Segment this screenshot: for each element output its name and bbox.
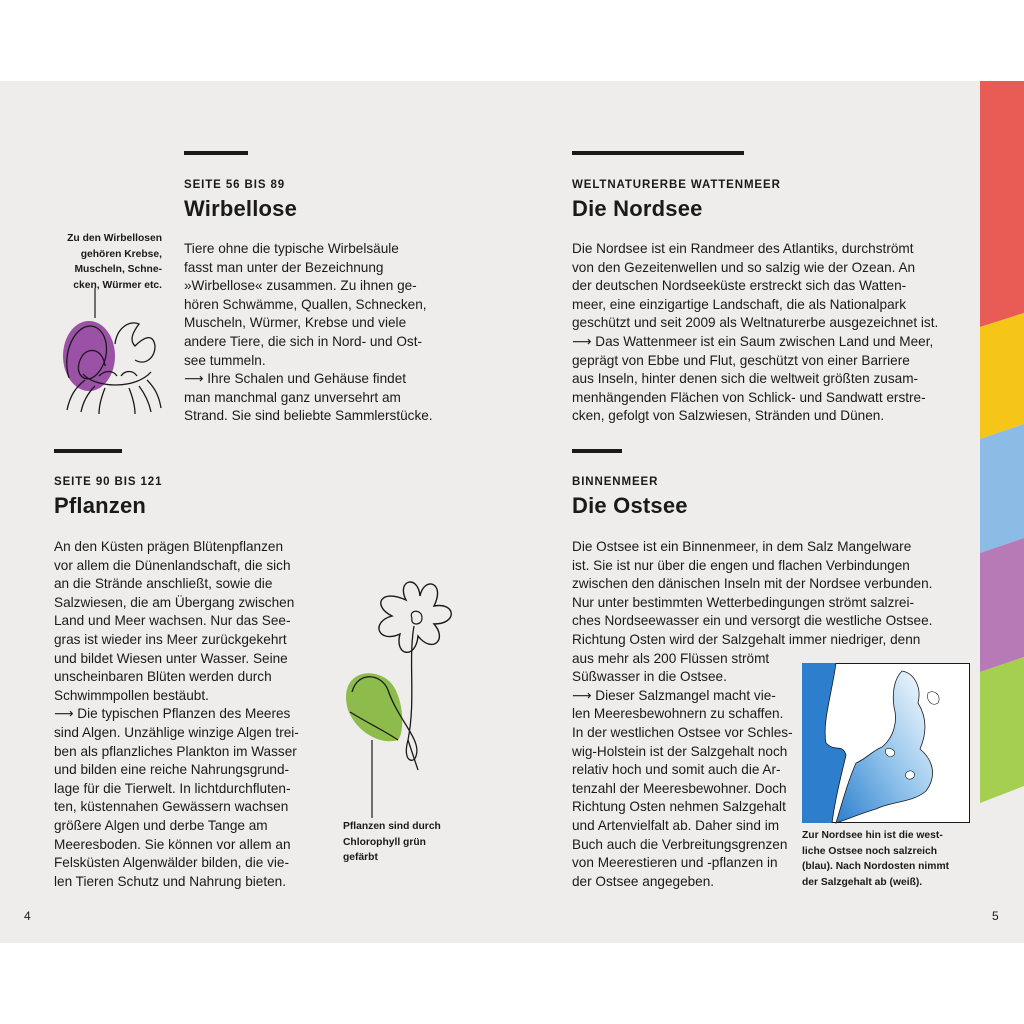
body-line: tenzahl der Meeresbewohner. Doch bbox=[572, 780, 787, 796]
section-rule-pflanzen bbox=[54, 449, 122, 453]
caption-line: der Salzgehalt ab (weiß). bbox=[802, 876, 923, 888]
body-line: wig-Holstein ist der Salzgehalt noch bbox=[572, 743, 788, 759]
title-pflanzen: Pflanzen bbox=[54, 493, 147, 518]
body-line: an die Strände anschließt, sowie die bbox=[54, 576, 273, 592]
body-line: Meeresboden. Sie können vor allem an bbox=[54, 836, 291, 852]
chapter-color-tabs bbox=[980, 81, 1024, 803]
kicker-ostsee: BINNENMEER bbox=[572, 476, 659, 488]
body-line: Strand. Sie sind beliebte Sammlerstücke. bbox=[184, 408, 433, 424]
body-line: Süßwasser in die Ostsee. bbox=[572, 669, 727, 685]
body-line: Muscheln, Würmer, Krebse und viele bbox=[184, 315, 407, 331]
caption-line: gehören Krebse, bbox=[80, 248, 162, 260]
tab-red bbox=[980, 81, 1024, 327]
body-line: ben als pflanzliches Plankton im Wasser bbox=[54, 743, 297, 759]
body-line: ⟶ Das Wattenmeer ist ein Saum zwischen Land und Meer, bbox=[572, 333, 934, 349]
kicker-wirbellose: SEITE 56 BIS 89 bbox=[184, 179, 286, 191]
body-line: Land und Meer wachsen. Nur das See- bbox=[54, 613, 291, 629]
tab-green bbox=[980, 657, 1024, 803]
body-line: zwischen den dänischen Inseln mit der Nordsee verbunden. bbox=[572, 576, 933, 592]
body-line: und bilden eine reiche Nahrungsgrund- bbox=[54, 762, 290, 778]
tab-purple bbox=[980, 538, 1024, 672]
body-line: von den Gezeitenwellen und so salzig wie der Ozean. An bbox=[572, 259, 916, 275]
caption-line: Zu den Wirbellosen bbox=[67, 233, 162, 244]
section-rule-ostsee bbox=[572, 449, 622, 453]
body-line: cken, gefolgt von Salzwiesen, Stränden und Dünen. bbox=[572, 408, 885, 424]
body-line: Felsküsten Algenwälder bilden, die vie- bbox=[54, 855, 290, 871]
body-line: und bildet Wiesen unter Wasser. Seine bbox=[54, 650, 288, 666]
flower-icon bbox=[338, 580, 458, 820]
body-line: der deutschen Nordseeküste erstreckt sich das Watten- bbox=[572, 278, 907, 294]
body-line: see tummeln. bbox=[184, 352, 266, 368]
caption-pflanzen bbox=[343, 819, 441, 866]
body-line: man manchmal ganz unversehrt am bbox=[184, 389, 401, 405]
body-line: Die Nordsee ist ein Randmeer des Atlantiks, durchströmt bbox=[572, 241, 914, 256]
body-line: Die Ostsee ist ein Binnenmeer, in dem Salz Mangelware bbox=[572, 539, 912, 554]
body-line: geprägt von Ebbe und Flut, geschützt von einer Barriere bbox=[572, 352, 910, 368]
body-line: aus Inseln, hinter denen sich die weltweit größten zusam- bbox=[572, 371, 919, 387]
body-line: ten, küstennahen Gewässern wachsen bbox=[54, 799, 289, 815]
title-ostsee: Die Ostsee bbox=[572, 493, 688, 518]
body-line: relativ hoch und somit auch die Ar- bbox=[572, 762, 781, 778]
caption-line: cken, Würmer etc. bbox=[73, 279, 162, 291]
body-line: ⟶ Ihre Schalen und Gehäuse findet bbox=[184, 371, 407, 387]
body-line: aus mehr als 200 Flüssen strömt bbox=[572, 650, 770, 666]
body-line: An den Küsten prägen Blütenpflanzen bbox=[54, 539, 284, 554]
tab-blue bbox=[980, 424, 1024, 553]
body-line: und Artenvielfalt ab. Daher sind im bbox=[572, 817, 780, 833]
body-line: meer, eine einzigartige Landschaft, die als Nationalpark bbox=[572, 296, 907, 312]
body-line: menhängenden Flächen von Schlick- und Sandwatt erstre- bbox=[572, 389, 926, 405]
page-number-left: 4 bbox=[24, 909, 31, 923]
body-wirbellose bbox=[184, 240, 433, 426]
title-wirbellose: Wirbellose bbox=[184, 196, 298, 221]
title-nordsee: Die Nordsee bbox=[572, 196, 703, 221]
kicker-nordsee: WELTNATURERBE WATTENMEER bbox=[572, 179, 781, 191]
caption-line: gefärbt bbox=[343, 852, 378, 863]
body-line: len Meeresbewohnern zu schaffen. bbox=[572, 706, 784, 722]
body-nordsee bbox=[572, 240, 938, 426]
body-line: von Meerestieren und -pflanzen in bbox=[572, 855, 778, 871]
body-line: gras ist wieder ins Meer zurückgekehrt bbox=[54, 631, 287, 647]
body-line: Richtung Osten nehmen Salzgehalt bbox=[572, 799, 786, 815]
body-line: fasst man unter der Bezeichnung bbox=[184, 259, 384, 275]
body-line: vor allem die Dünenlandschaft, die sich bbox=[54, 557, 291, 573]
caption-line: Zur Nordsee hin ist die west- bbox=[802, 830, 943, 841]
body-line: In der westlichen Ostsee vor Schles- bbox=[572, 724, 793, 740]
body-pflanzen bbox=[54, 538, 299, 891]
body-line: Schwimmpollen bestäubt. bbox=[54, 687, 209, 703]
section-rule-nordsee bbox=[572, 151, 744, 155]
body-line: unscheinbaren Blüten werden durch bbox=[54, 669, 272, 685]
section-rule-wirbellose bbox=[184, 151, 248, 155]
body-line: ches Nordseewasser ein und versorgt die westliche Ostsee. bbox=[572, 613, 933, 629]
body-line: größere Algen und derbe Tange am bbox=[54, 817, 268, 833]
body-line: hören Schwämme, Quallen, Schnecken, bbox=[184, 296, 427, 312]
body-line: Buch auch die Verbreitungsgrenzen bbox=[572, 836, 788, 852]
body-line: ist. Sie ist nur über die engen und flachen Verbindungen bbox=[572, 557, 910, 573]
body-line: Tiere ohne die typische Wirbelsäule bbox=[184, 241, 399, 256]
body-line: len Tieren Schutz und Nahrung bieten. bbox=[54, 873, 287, 889]
body-line: lage für die Tierwelt. In lichtdurchfluten- bbox=[54, 780, 291, 796]
body-line: Salzwiesen, die am Übergang zwischen bbox=[54, 594, 295, 610]
body-line: ⟶ Dieser Salzmangel macht vie- bbox=[572, 687, 776, 703]
tab-yellow bbox=[980, 313, 1024, 439]
body-line: Richtung Osten wird der Salzgehalt immer niedriger, denn bbox=[572, 631, 921, 647]
caption-line: (blau). Nach Nordosten nimmt bbox=[802, 861, 950, 872]
caption-ostsee bbox=[802, 828, 949, 890]
caption-line: liche Ostsee noch salzreich bbox=[802, 845, 938, 857]
caption-line: Chlorophyll grün bbox=[343, 836, 426, 848]
body-line: geschützt und seit 2009 als Weltnaturerbe ausgezeichnet ist. bbox=[572, 315, 939, 331]
body-line: »Wirbellose« zusammen. Zu ihnen ge- bbox=[184, 278, 417, 294]
caption-line: Pflanzen sind durch bbox=[343, 821, 441, 832]
body-line: der Ostsee angegeben. bbox=[572, 873, 715, 889]
kicker-pflanzen: SEITE 90 BIS 121 bbox=[54, 476, 163, 488]
body-line: andere Tiere, die sich in Nord- und Ost- bbox=[184, 333, 423, 349]
caption-wirbellose bbox=[52, 231, 162, 293]
baltic-sea-map bbox=[802, 663, 970, 823]
body-line: Nur unter bestimmten Wetterbedingungen strömt salzrei- bbox=[572, 594, 915, 610]
caption-line: Muscheln, Schne- bbox=[74, 264, 162, 275]
body-line: sind Algen. Unzählige winzige Algen trei- bbox=[54, 724, 299, 740]
crab-icon bbox=[55, 288, 165, 420]
body-line: ⟶ Die typischen Pflanzen des Meeres bbox=[54, 706, 291, 722]
page-number-right: 5 bbox=[992, 909, 999, 923]
